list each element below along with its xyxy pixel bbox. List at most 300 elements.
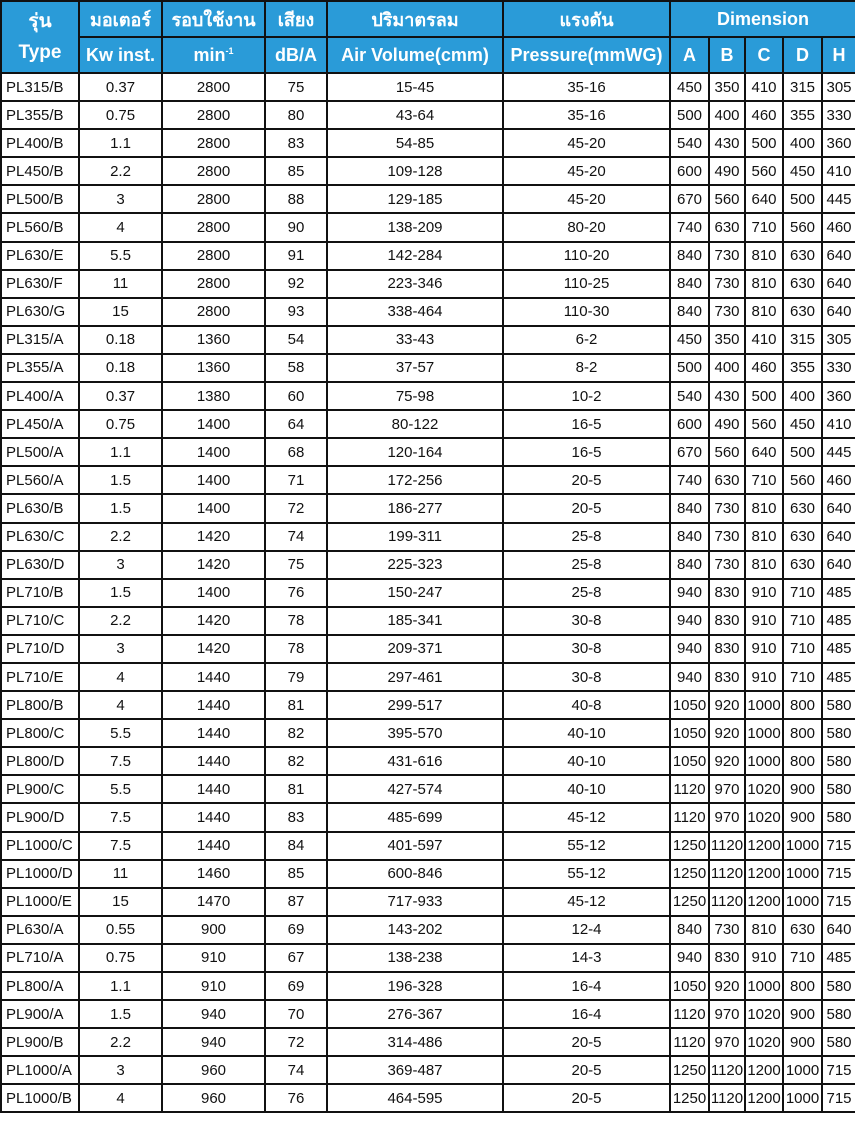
kw-cell: 3 <box>79 185 162 213</box>
dim-a-cell: 540 <box>670 129 709 157</box>
dim-h-cell: 580 <box>822 1000 855 1028</box>
pressure-cell: 16-5 <box>503 438 670 466</box>
table-row <box>1 972 855 1000</box>
dim-a-cell: 940 <box>670 663 709 691</box>
type-cell: PL630/F <box>1 270 79 298</box>
dim-h-cell: 580 <box>822 747 855 775</box>
motor-header-english: Kw inst. <box>79 37 162 73</box>
dim-d-cell: 710 <box>783 635 822 663</box>
dim-c-cell: 1020 <box>745 1000 783 1028</box>
noise-cell: 85 <box>265 860 327 888</box>
air-volume-cell: 129-185 <box>327 185 503 213</box>
type-cell: PL560/A <box>1 466 79 494</box>
pressure-cell: 8-2 <box>503 354 670 382</box>
dim-d-cell: 315 <box>783 326 822 354</box>
dim-h-cell: 640 <box>822 270 855 298</box>
dim-h-cell: 640 <box>822 916 855 944</box>
dim-a-cell: 450 <box>670 73 709 101</box>
table-row <box>1 382 855 410</box>
pressure-cell: 45-20 <box>503 129 670 157</box>
dim-a-cell: 500 <box>670 354 709 382</box>
dim-d-cell: 630 <box>783 523 822 551</box>
dim-d-cell: 560 <box>783 466 822 494</box>
dim-d-cell: 900 <box>783 775 822 803</box>
dim-h-cell: 640 <box>822 523 855 551</box>
table-row <box>1 326 855 354</box>
dim-a-cell: 840 <box>670 242 709 270</box>
kw-cell: 1.5 <box>79 466 162 494</box>
dim-a-cell: 1050 <box>670 972 709 1000</box>
air-volume-cell: 717-933 <box>327 888 503 916</box>
noise-cell: 69 <box>265 916 327 944</box>
rpm-cell: 1440 <box>162 775 265 803</box>
kw-cell: 1.1 <box>79 972 162 1000</box>
dim-a-cell: 1120 <box>670 803 709 831</box>
dim-b-cell: 1120 <box>709 860 745 888</box>
dim-c-cell: 560 <box>745 410 783 438</box>
pressure-cell: 40-10 <box>503 719 670 747</box>
dim-a-cell: 500 <box>670 101 709 129</box>
dim-h-cell: 715 <box>822 888 855 916</box>
dim-c-cell: 1020 <box>745 803 783 831</box>
pressure-header-english: Pressure(mmWG) <box>503 37 670 73</box>
noise-cell: 67 <box>265 944 327 972</box>
type-cell: PL900/D <box>1 803 79 831</box>
dim-b-cell: 1120 <box>709 1056 745 1084</box>
noise-cell: 69 <box>265 972 327 1000</box>
kw-cell: 3 <box>79 1056 162 1084</box>
dim-d-cell: 1000 <box>783 1056 822 1084</box>
air-volume-cell: 485-699 <box>327 803 503 831</box>
air-volume-cell: 37-57 <box>327 354 503 382</box>
pressure-cell: 25-8 <box>503 579 670 607</box>
air-volume-cell: 143-202 <box>327 916 503 944</box>
kw-cell: 1.1 <box>79 438 162 466</box>
dim-a-cell: 1250 <box>670 832 709 860</box>
table-row <box>1 354 855 382</box>
dim-c-cell: 1200 <box>745 1084 783 1112</box>
air-volume-cell: 75-98 <box>327 382 503 410</box>
dim-b-cell: 970 <box>709 1000 745 1028</box>
dim-c-cell: 910 <box>745 663 783 691</box>
dim-b-cell: 430 <box>709 129 745 157</box>
dim-c-cell: 1000 <box>745 747 783 775</box>
kw-cell: 2.2 <box>79 523 162 551</box>
kw-cell: 15 <box>79 298 162 326</box>
noise-cell: 58 <box>265 354 327 382</box>
type-cell: PL450/A <box>1 410 79 438</box>
dim-h-cell: 305 <box>822 326 855 354</box>
type-cell: PL710/D <box>1 635 79 663</box>
air-volume-cell: 464-595 <box>327 1084 503 1112</box>
noise-cell: 88 <box>265 185 327 213</box>
rpm-cell: 1400 <box>162 466 265 494</box>
air-volume-cell: 600-846 <box>327 860 503 888</box>
kw-cell: 0.37 <box>79 382 162 410</box>
rpm-cell: 910 <box>162 972 265 1000</box>
dim-h-cell: 485 <box>822 944 855 972</box>
dim-b-cell: 830 <box>709 944 745 972</box>
dim-b-cell: 730 <box>709 494 745 522</box>
table-row <box>1 860 855 888</box>
noise-cell: 78 <box>265 607 327 635</box>
table-row <box>1 747 855 775</box>
dim-a-cell: 940 <box>670 944 709 972</box>
dim-a-cell: 1050 <box>670 747 709 775</box>
dim-h-cell: 445 <box>822 185 855 213</box>
dim-h-cell: 485 <box>822 663 855 691</box>
noise-cell: 81 <box>265 775 327 803</box>
dim-h-cell: 640 <box>822 298 855 326</box>
pressure-cell: 12-4 <box>503 916 670 944</box>
dim-a-cell: 740 <box>670 466 709 494</box>
pressure-cell: 45-20 <box>503 185 670 213</box>
dim-b-cell: 630 <box>709 213 745 241</box>
type-header-thai: รุ่น <box>28 11 52 32</box>
air-volume-cell: 199-311 <box>327 523 503 551</box>
table-row <box>1 832 855 860</box>
dimension-h-header: H <box>822 37 855 73</box>
pressure-cell: 25-8 <box>503 523 670 551</box>
pressure-cell: 35-16 <box>503 73 670 101</box>
air-volume-cell: 401-597 <box>327 832 503 860</box>
type-cell: PL560/B <box>1 213 79 241</box>
type-cell: PL900/A <box>1 1000 79 1028</box>
type-cell: PL800/A <box>1 972 79 1000</box>
type-cell: PL1000/B <box>1 1084 79 1112</box>
rpm-cell: 1440 <box>162 832 265 860</box>
table-row <box>1 551 855 579</box>
dim-c-cell: 810 <box>745 551 783 579</box>
dim-a-cell: 940 <box>670 607 709 635</box>
kw-cell: 0.18 <box>79 326 162 354</box>
kw-cell: 5.5 <box>79 719 162 747</box>
dim-b-cell: 730 <box>709 298 745 326</box>
noise-cell: 74 <box>265 523 327 551</box>
rpm-cell: 1420 <box>162 635 265 663</box>
air-volume-cell: 314-486 <box>327 1028 503 1056</box>
dim-c-cell: 710 <box>745 466 783 494</box>
pressure-cell: 20-5 <box>503 1028 670 1056</box>
table-row <box>1 1084 855 1112</box>
kw-cell: 4 <box>79 213 162 241</box>
dim-a-cell: 670 <box>670 438 709 466</box>
pressure-cell: 16-4 <box>503 1000 670 1028</box>
dim-d-cell: 800 <box>783 691 822 719</box>
dim-c-cell: 1020 <box>745 1028 783 1056</box>
kw-cell: 11 <box>79 860 162 888</box>
air-volume-cell: 196-328 <box>327 972 503 1000</box>
dim-d-cell: 710 <box>783 607 822 635</box>
noise-cell: 90 <box>265 213 327 241</box>
dim-c-cell: 1000 <box>745 972 783 1000</box>
dim-b-cell: 730 <box>709 270 745 298</box>
dim-a-cell: 1050 <box>670 691 709 719</box>
table-row <box>1 691 855 719</box>
dim-d-cell: 630 <box>783 916 822 944</box>
dim-c-cell: 640 <box>745 185 783 213</box>
noise-cell: 87 <box>265 888 327 916</box>
kw-cell: 2.2 <box>79 607 162 635</box>
dim-c-cell: 640 <box>745 438 783 466</box>
rpm-cell: 2800 <box>162 242 265 270</box>
dim-a-cell: 1250 <box>670 1084 709 1112</box>
rpm-cell: 900 <box>162 916 265 944</box>
kw-cell: 0.75 <box>79 944 162 972</box>
air-volume-cell: 431-616 <box>327 747 503 775</box>
pressure-cell: 110-20 <box>503 242 670 270</box>
pressure-cell: 14-3 <box>503 944 670 972</box>
pressure-cell: 30-8 <box>503 635 670 663</box>
dim-b-cell: 400 <box>709 101 745 129</box>
dim-c-cell: 810 <box>745 270 783 298</box>
table-row <box>1 410 855 438</box>
dim-d-cell: 355 <box>783 101 822 129</box>
noise-cell: 74 <box>265 1056 327 1084</box>
type-cell: PL710/C <box>1 607 79 635</box>
pressure-cell: 45-12 <box>503 803 670 831</box>
air-volume-cell: 299-517 <box>327 691 503 719</box>
dim-d-cell: 800 <box>783 719 822 747</box>
dim-d-cell: 630 <box>783 270 822 298</box>
noise-cell: 71 <box>265 466 327 494</box>
pressure-cell: 30-8 <box>503 607 670 635</box>
dim-h-cell: 360 <box>822 129 855 157</box>
dim-b-cell: 630 <box>709 466 745 494</box>
table-row <box>1 803 855 831</box>
air-volume-cell: 142-284 <box>327 242 503 270</box>
dim-a-cell: 840 <box>670 551 709 579</box>
dim-h-cell: 360 <box>822 382 855 410</box>
dim-d-cell: 710 <box>783 944 822 972</box>
dim-d-cell: 900 <box>783 1000 822 1028</box>
dim-b-cell: 920 <box>709 972 745 1000</box>
dim-d-cell: 355 <box>783 354 822 382</box>
air-volume-header-thai: ปริมาตรลม <box>327 1 503 37</box>
dim-h-cell: 460 <box>822 466 855 494</box>
speed-header-english <box>162 37 265 73</box>
dim-a-cell: 740 <box>670 213 709 241</box>
dim-c-cell: 1000 <box>745 719 783 747</box>
dim-a-cell: 1120 <box>670 775 709 803</box>
dim-a-cell: 670 <box>670 185 709 213</box>
noise-cell: 64 <box>265 410 327 438</box>
dim-d-cell: 560 <box>783 213 822 241</box>
dim-d-cell: 710 <box>783 579 822 607</box>
noise-cell: 80 <box>265 101 327 129</box>
dim-c-cell: 810 <box>745 916 783 944</box>
dimension-header: Dimension <box>670 1 855 37</box>
noise-cell: 72 <box>265 494 327 522</box>
dim-b-cell: 430 <box>709 382 745 410</box>
rpm-cell: 1440 <box>162 691 265 719</box>
dim-b-cell: 560 <box>709 185 745 213</box>
kw-cell: 7.5 <box>79 803 162 831</box>
dim-a-cell: 450 <box>670 326 709 354</box>
dim-c-cell: 1200 <box>745 832 783 860</box>
table-row <box>1 438 855 466</box>
dim-b-cell: 560 <box>709 438 745 466</box>
dim-b-cell: 920 <box>709 691 745 719</box>
dim-c-cell: 910 <box>745 579 783 607</box>
pressure-cell: 25-8 <box>503 551 670 579</box>
dim-b-cell: 830 <box>709 663 745 691</box>
dim-h-cell: 305 <box>822 73 855 101</box>
table-row <box>1 523 855 551</box>
dim-c-cell: 910 <box>745 944 783 972</box>
type-cell: PL1000/E <box>1 888 79 916</box>
table-row <box>1 607 855 635</box>
air-volume-cell: 80-122 <box>327 410 503 438</box>
rpm-cell: 1470 <box>162 888 265 916</box>
dim-d-cell: 630 <box>783 551 822 579</box>
noise-cell: 81 <box>265 691 327 719</box>
dim-a-cell: 1050 <box>670 719 709 747</box>
type-cell: PL630/C <box>1 523 79 551</box>
noise-header-thai: เสียง <box>265 1 327 37</box>
dim-a-cell: 600 <box>670 410 709 438</box>
dim-a-cell: 840 <box>670 523 709 551</box>
kw-cell: 0.55 <box>79 916 162 944</box>
dim-a-cell: 840 <box>670 270 709 298</box>
dimension-c-header: C <box>745 37 783 73</box>
dim-b-cell: 350 <box>709 73 745 101</box>
dim-b-cell: 970 <box>709 803 745 831</box>
pressure-cell: 30-8 <box>503 663 670 691</box>
air-volume-cell: 369-487 <box>327 1056 503 1084</box>
pressure-cell: 16-4 <box>503 972 670 1000</box>
dim-c-cell: 810 <box>745 242 783 270</box>
type-cell: PL630/B <box>1 494 79 522</box>
rpm-cell: 1380 <box>162 382 265 410</box>
dim-b-cell: 350 <box>709 326 745 354</box>
noise-header-english: dB/A <box>265 37 327 73</box>
rpm-cell: 2800 <box>162 213 265 241</box>
noise-cell: 82 <box>265 747 327 775</box>
dim-a-cell: 840 <box>670 494 709 522</box>
dim-d-cell: 1000 <box>783 1084 822 1112</box>
dim-c-cell: 410 <box>745 326 783 354</box>
rpm-cell: 2800 <box>162 101 265 129</box>
rpm-cell: 2800 <box>162 270 265 298</box>
dim-c-cell: 1000 <box>745 691 783 719</box>
dim-h-cell: 715 <box>822 860 855 888</box>
rpm-cell: 940 <box>162 1000 265 1028</box>
dim-a-cell: 540 <box>670 382 709 410</box>
air-volume-cell: 138-238 <box>327 944 503 972</box>
pressure-cell: 35-16 <box>503 101 670 129</box>
dim-c-cell: 1200 <box>745 1056 783 1084</box>
dim-b-cell: 730 <box>709 916 745 944</box>
dim-h-cell: 410 <box>822 157 855 185</box>
dimension-b-header: B <box>709 37 745 73</box>
type-cell: PL630/A <box>1 916 79 944</box>
dim-d-cell: 800 <box>783 747 822 775</box>
dim-h-cell: 715 <box>822 1084 855 1112</box>
dim-b-cell: 1120 <box>709 1084 745 1112</box>
table-row <box>1 298 855 326</box>
rpm-cell: 2800 <box>162 298 265 326</box>
dim-c-cell: 560 <box>745 157 783 185</box>
dim-b-cell: 1120 <box>709 832 745 860</box>
pressure-cell: 110-30 <box>503 298 670 326</box>
dim-a-cell: 840 <box>670 298 709 326</box>
dim-a-cell: 840 <box>670 916 709 944</box>
air-volume-cell: 109-128 <box>327 157 503 185</box>
air-volume-cell: 120-164 <box>327 438 503 466</box>
table-row <box>1 1056 855 1084</box>
table-row <box>1 916 855 944</box>
dim-d-cell: 630 <box>783 298 822 326</box>
noise-cell: 92 <box>265 270 327 298</box>
kw-cell: 1.5 <box>79 494 162 522</box>
noise-cell: 54 <box>265 326 327 354</box>
kw-cell: 0.75 <box>79 410 162 438</box>
dim-b-cell: 920 <box>709 747 745 775</box>
dim-d-cell: 500 <box>783 185 822 213</box>
air-volume-cell: 150-247 <box>327 579 503 607</box>
motor-header-thai: มอเตอร์ <box>79 1 162 37</box>
dimension-d-header: D <box>783 37 822 73</box>
dim-c-cell: 810 <box>745 298 783 326</box>
type-cell: PL500/B <box>1 185 79 213</box>
dim-d-cell: 1000 <box>783 832 822 860</box>
rpm-cell: 1440 <box>162 719 265 747</box>
table-row <box>1 635 855 663</box>
type-cell: PL710/B <box>1 579 79 607</box>
noise-cell: 75 <box>265 73 327 101</box>
dim-c-cell: 1200 <box>745 888 783 916</box>
rpm-cell: 2800 <box>162 157 265 185</box>
type-cell: PL1000/D <box>1 860 79 888</box>
speed-header-thai: รอบใช้งาน <box>162 1 265 37</box>
dim-b-cell: 490 <box>709 157 745 185</box>
kw-cell: 11 <box>79 270 162 298</box>
air-volume-cell: 185-341 <box>327 607 503 635</box>
dim-d-cell: 450 <box>783 157 822 185</box>
dim-b-cell: 400 <box>709 354 745 382</box>
dim-b-cell: 730 <box>709 242 745 270</box>
type-cell: PL800/D <box>1 747 79 775</box>
table-header <box>1 1 855 73</box>
air-volume-cell: 427-574 <box>327 775 503 803</box>
dim-h-cell: 580 <box>822 803 855 831</box>
dim-h-cell: 715 <box>822 1056 855 1084</box>
noise-cell: 82 <box>265 719 327 747</box>
table-row <box>1 466 855 494</box>
dim-c-cell: 710 <box>745 213 783 241</box>
dim-b-cell: 830 <box>709 607 745 635</box>
dim-c-cell: 1020 <box>745 775 783 803</box>
table-row <box>1 242 855 270</box>
noise-cell: 76 <box>265 579 327 607</box>
type-cell: PL710/E <box>1 663 79 691</box>
table-body <box>1 73 855 1112</box>
dim-d-cell: 315 <box>783 73 822 101</box>
rpm-cell: 1400 <box>162 438 265 466</box>
noise-cell: 91 <box>265 242 327 270</box>
noise-cell: 75 <box>265 551 327 579</box>
dim-d-cell: 1000 <box>783 888 822 916</box>
rpm-cell: 940 <box>162 1028 265 1056</box>
table-row <box>1 213 855 241</box>
air-volume-cell: 33-43 <box>327 326 503 354</box>
kw-cell: 7.5 <box>79 747 162 775</box>
dim-c-cell: 460 <box>745 101 783 129</box>
dim-h-cell: 580 <box>822 719 855 747</box>
air-volume-cell: 186-277 <box>327 494 503 522</box>
dim-h-cell: 485 <box>822 607 855 635</box>
